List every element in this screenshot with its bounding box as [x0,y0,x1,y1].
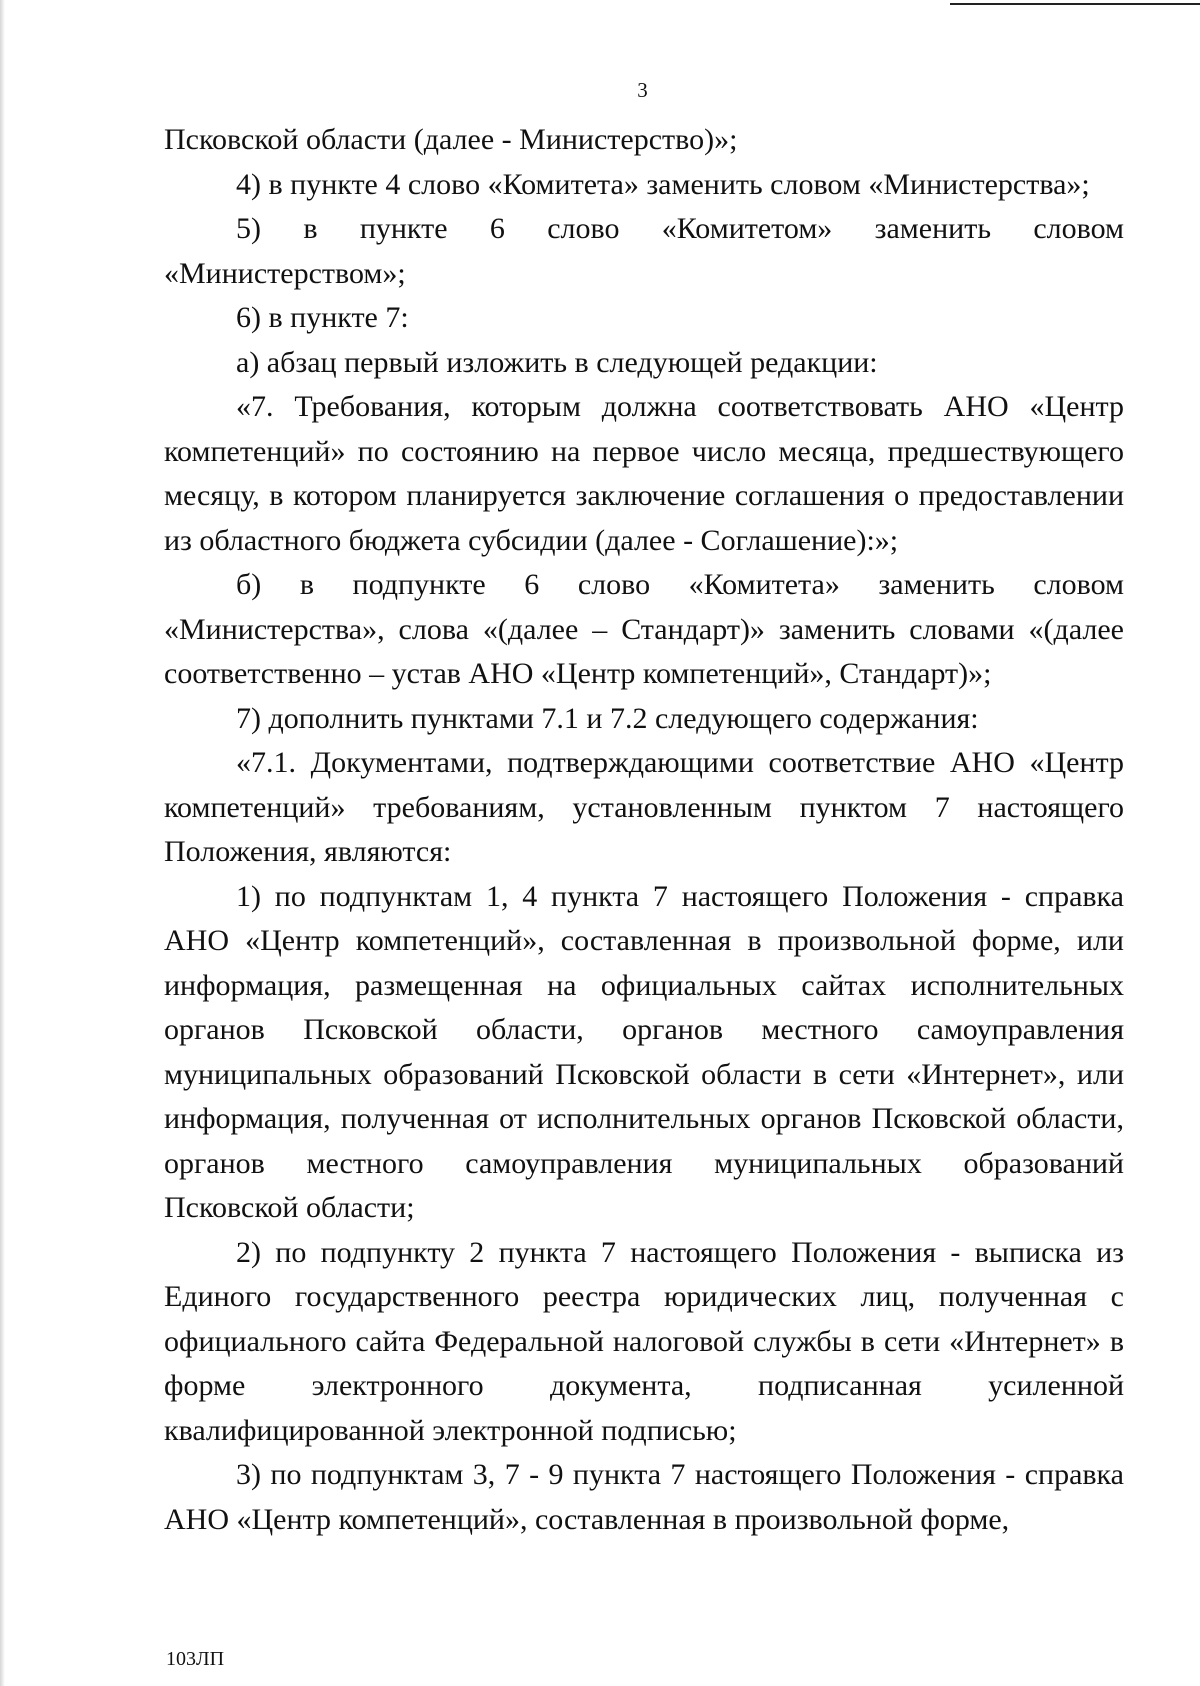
paragraph: 5) в пункте 6 слово «Комитетом» заменить словом «Министерством»; [164,212,1124,290]
paragraph: 1) по подпунктам 1, 4 пункта 7 настоящего Положения - справка АНО «Центр компетенций», составленная в произвольной форме, или информация, размещенная на официальных сайтах исполнительных органов Псковской области, органов местного самоуправления муниципальных образований Псковской области в сети «Интернет», или информация, полученная от исполнительных органов Псковской области, органов местного самоуправления муниципальных образований Псковской области; [164,879,1124,1224]
document-body [164,118,1124,1542]
paragraph: а) абзац первый изложить в следующей редакции: [236,345,878,379]
paragraph: 2) по подпункту 2 пункта 7 настоящего Положения - выписка из Единого государственного реестра юридических лиц, полученная с официального сайта Федеральной налоговой службы в сети «Интернет» в форме электронного документа, подписанная усиленной квалифицированной электронной подписью; [164,1235,1124,1447]
paragraph: Псковской области (далее - Министерство)»; [164,123,738,156]
footer-code: 103ЛП [166,1648,225,1670]
paragraph: «7. Требования, которым должна соответствовать АНО «Центр компетенций» по состоянию на первое число месяца, предшествующего месяцу, в котором планируется заключение соглашения о предоставлении из областного бюджета субсидии (далее - Соглашение):»; [164,390,1124,557]
page-number: 3 [637,78,648,102]
paragraph: 3) по подпунктам 3, 7 - 9 пункта 7 настоящего Положения - справка АНО «Центр компетенций», составленная в произвольной форме, [164,1458,1124,1536]
paragraph: 4) в пункте 4 слово «Комитета» заменить словом «Министерства»; [236,167,1090,201]
paragraph: «7.1. Документами, подтверждающими соответствие АНО «Центр компетенций» требованиям, установленным пунктом 7 настоящего Положения, являются: [164,746,1124,868]
paragraph: 7) дополнить пунктами 7.1 и 7.2 следующего содержания: [236,701,979,735]
paragraph: 6) в пункте 7: [236,301,409,334]
paragraph: б) в подпункте 6 слово «Комитета» заменить словом «Министерства», слова «(далее – Стандарт)» заменить словами «(далее соответственно – устав АНО «Центр компетенций», Стандарт)»; [164,568,1124,690]
scan-edge [0,0,5,1686]
top-border-line [950,3,1200,5]
